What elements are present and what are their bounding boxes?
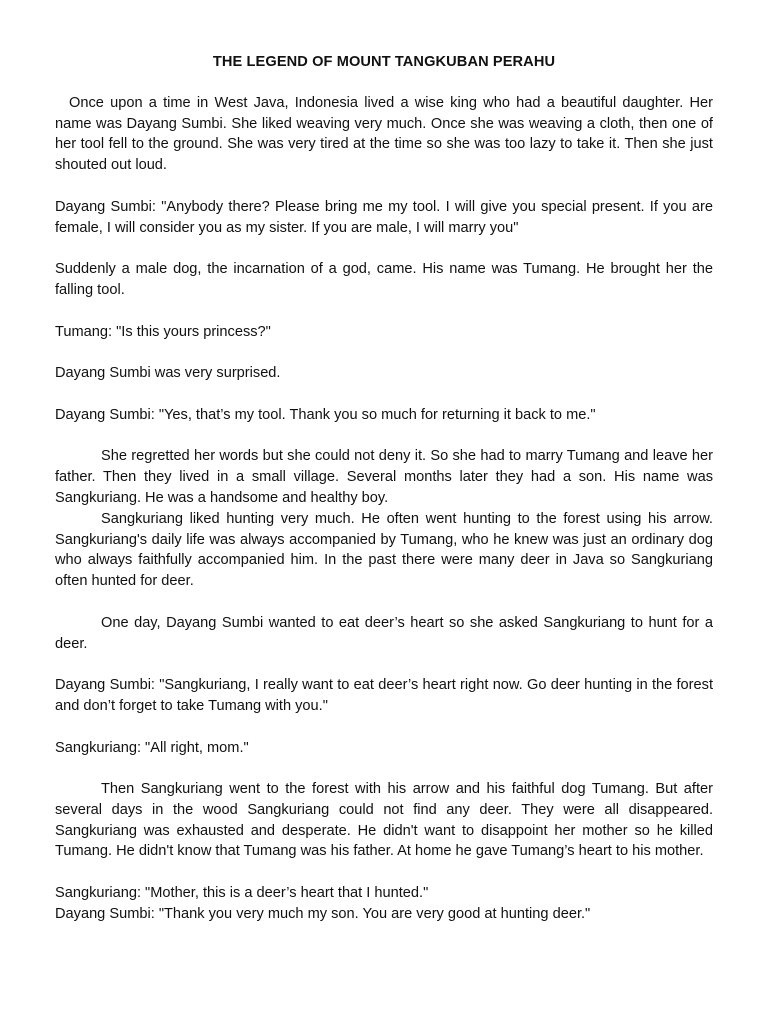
paragraph-dialogue-sangkuriang-2: Sangkuriang: "Mother, this is a deer’s heart that I hunted." [55,885,429,902]
document-page [55,52,713,925]
paragraph-dialogue-dayang-1: Dayang Sumbi: "Anybody there? Please bring me my tool. I will give you special present. If you are female, I will consider you as my sister. If you are male, I will marry you" [55,198,713,236]
paragraph-dialogue-tumang: Tumang: "Is this yours princess?" [55,323,271,340]
paragraph-intro: Once upon a time in West Java, Indonesia lived a wise king who had a beautiful daughter. Her name was Dayang Sumbi. She liked weaving very much. Once she was weaving a cloth, then one of her tool fell to the ground. She was very tired at the time so she was too lazy to take it. Then she just shouted out loud. [55,94,713,174]
paragraph-dialogue-sangkuriang-1: Sangkuriang: "All right, mom." [55,739,249,756]
document-title: THE LEGEND OF MOUNT TANGKUBAN PERAHU [212,54,556,70]
paragraph-dialogue-dayang-2: Dayang Sumbi: "Yes, that’s my tool. Thank you so much for returning it back to me." [55,406,596,423]
paragraph-dialogue-dayang-4: Dayang Sumbi: "Thank you very much my son. You are very good at hunting deer." [55,905,591,922]
paragraph-forest: Then Sangkuriang went to the forest with his arrow and his faithful dog Tumang. But after several days in the wood Sangkuriang could not find any deer. They were all disappeared. Sangkuriang was exhausted and desperate. He didn't want to disappoint her mother so he killed Tumang. He didn't know that Tumang was his father. At home he gave Tumang’s heart to his mother. [55,781,713,860]
paragraph-hunting: Sangkuriang liked hunting very much. He often went hunting to the forest using his arrow. Sangkuriang's daily life was always accompanied by Tumang, who he knew was just an ordinary dog who always faithfully accompanied him. In the past there were many deer in Java so Sangkuriang often hunted for deer. [55,510,713,590]
paragraph-deer-heart: One day, Dayang Sumbi wanted to eat deer’s heart so she asked Sangkuriang to hunt for a deer. [55,614,713,652]
paragraph-tumang-arrives: Suddenly a male dog, the incarnation of a god, came. His name was Tumang. He brought her the falling tool. [55,261,713,298]
paragraph-surprised: Dayang Sumbi was very surprised. [55,365,281,382]
paragraph-dialogue-dayang-3: Dayang Sumbi: "Sangkuriang, I really want to eat deer’s heart right now. Go deer hunting in the forest and don’t forget to take Tumang with you." [55,677,713,714]
paragraph-marriage: She regretted her words but she could not deny it. So she had to marry Tumang and leave her father. Then they lived in a small village. Several months later they had a son. His name was Sangkuriang. He was a handsome and healthy boy. [55,448,713,506]
